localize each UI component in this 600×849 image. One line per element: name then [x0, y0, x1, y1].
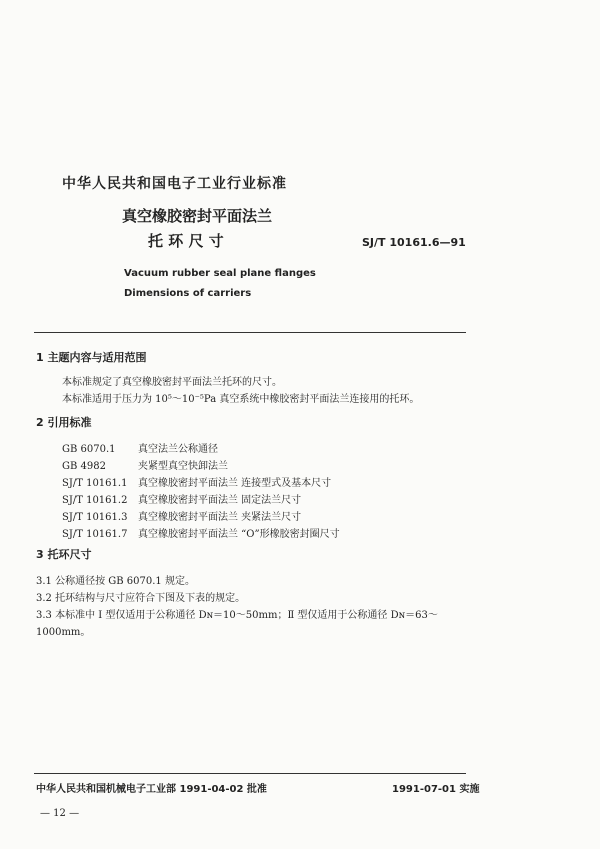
ref-item: SJ/T 10161.2 真空橡胶密封平面法兰 固定法兰尺寸	[62, 495, 302, 506]
ref-item: SJ/T 10161.7 真空橡胶密封平面法兰 “O”形橡胶密封圈尺寸	[62, 529, 340, 540]
page-number: — 12 —	[40, 808, 80, 819]
ref-item: SJ/T 10161.3 真空橡胶密封平面法兰 夹紧法兰尺寸	[62, 512, 302, 523]
issuing-org: 中华人民共和国电子工业行业标准	[62, 176, 287, 192]
section-3-3-cont: 1000mm。	[36, 627, 91, 638]
title-en-1: Vacuum rubber seal plane flanges	[124, 268, 316, 279]
section-3-2: 3.2 托环结构与尺寸应符合下图及下表的规定。	[36, 593, 246, 604]
section-3-1: 3.1 公称通径按 GB 6070.1 规定。	[36, 576, 195, 587]
header-rule	[34, 332, 466, 333]
ref-item: GB 6070.1 真空法兰公称通径	[62, 444, 218, 455]
section-3-3: 3.3 本标准中 Ⅰ 型仅适用于公称通径 Dɴ＝10～50mm；Ⅱ 型仅适用于公称通径 Dɴ＝63～	[36, 610, 438, 621]
section-1-p1: 本标准规定了真空橡胶密封平面法兰托环的尺寸。	[62, 377, 282, 388]
section-2-heading: 2 引用标准	[36, 416, 92, 429]
title-en-2: Dimensions of carriers	[124, 288, 252, 299]
section-3-heading: 3 托环尺寸	[36, 548, 92, 561]
ref-item: GB 4982 夹紧型真空快卸法兰	[62, 461, 228, 472]
title-cn-2: 托 环 尺 寸	[148, 232, 224, 250]
section-1-p2: 本标准适用于压力为 10⁵～10⁻⁵Pa 真空系统中橡胶密封平面法兰连接用的托环。	[62, 394, 420, 405]
title-cn-1: 真空橡胶密封平面法兰	[122, 207, 273, 225]
ref-item: SJ/T 10161.1 真空橡胶密封平面法兰 连接型式及基本尺寸	[62, 478, 332, 489]
approval-line: 中华人民共和国机械电子工业部 1991-04-02 批准	[36, 784, 267, 795]
section-1-heading: 1 主题内容与适用范围	[36, 351, 147, 364]
footer-rule	[34, 773, 466, 774]
standard-code: SJ/T 10161.6—91	[362, 236, 466, 249]
effective-date: 1991-07-01 实施	[392, 784, 480, 795]
